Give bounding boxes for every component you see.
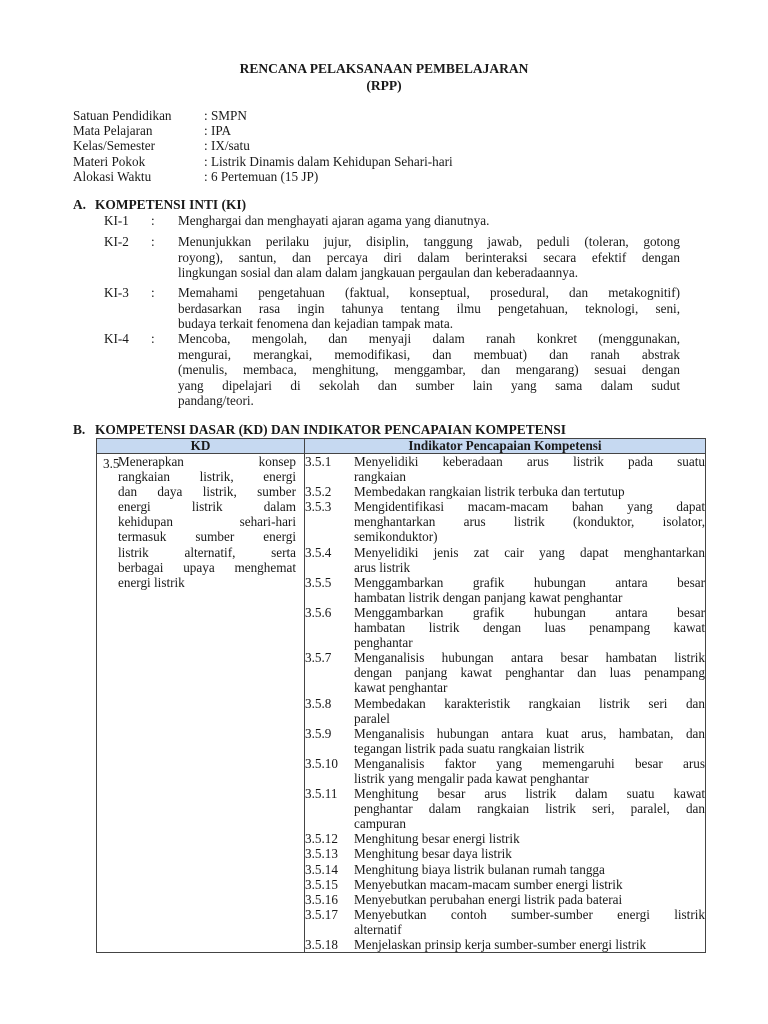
ki-code: KI-2 — [104, 234, 129, 249]
identity-label: Materi Pokok — [73, 153, 146, 169]
ki-text-line: mengurai, merangkai, memodifikasi, dan membuat) dan ranah abstrak — [178, 346, 680, 362]
indicator-number: 3.5.7 — [305, 650, 332, 666]
indicator-number: 3.5.4 — [305, 544, 332, 560]
document-subtitle: (RPP) — [366, 78, 402, 93]
section-b-letter: B. — [73, 422, 86, 437]
kd-column-header: KD — [97, 439, 305, 454]
ki-text-line: lingkungan sosial dan alam dalam jangkauan pergaulan dan keberadaannya. — [178, 265, 578, 280]
indicator-text — [354, 454, 705, 484]
identity-value: : IX/satu — [204, 138, 250, 154]
indicator-item — [305, 892, 705, 907]
kd-text-line: rangkaian listrik, energi — [118, 469, 296, 485]
identity-label: Alokasi Waktu — [73, 168, 152, 184]
indicator-text — [354, 575, 705, 605]
indicator-text-line: Membedakan karakteristik rangkaian listrik seri dan — [354, 695, 705, 711]
ki-colon: : — [151, 331, 155, 346]
indicator-number: 3.5.8 — [305, 695, 332, 711]
identity-label: Satuan Pendidikan — [73, 108, 172, 123]
kd-number: 3.5 — [103, 456, 120, 471]
kd-text — [118, 454, 296, 590]
indicator-item — [305, 831, 705, 846]
kd-text-line: listrik alternatif, serta — [118, 544, 296, 560]
identity-row — [73, 138, 453, 153]
indicator-item — [305, 846, 705, 861]
indicator-text-line: Menyebutkan macam-macam sumber energi listrik — [354, 876, 623, 892]
indicator-text-line: Menghitung besar arus listrik dalam suatu kawat — [354, 786, 705, 802]
indicator-text-line: paralel — [354, 710, 390, 726]
indicator-cell — [305, 454, 706, 953]
indicator-text-line: Menghitung besar daya listrik — [354, 846, 512, 862]
section-a-title: KOMPETENSI INTI (KI) — [95, 197, 247, 212]
identity-label: Mata Pelajaran — [73, 123, 153, 139]
indicator-item — [305, 726, 705, 756]
ki-code: KI-1 — [104, 213, 129, 228]
section-a-heading — [73, 197, 246, 213]
indicator-text-line: semikonduktor) — [354, 529, 438, 545]
identity-label: Kelas/Semester — [73, 138, 156, 154]
kd-text-line: termasuk sumber energi — [118, 529, 296, 545]
indicator-text — [354, 650, 705, 695]
indicator-text-line: menghantarkan arus listrik (konduktor, isolator, — [354, 514, 705, 530]
ki-text-line: Menghargai dan menghayati ajaran agama yang dianutnya. — [178, 213, 490, 228]
indicator-text-line: Menganalisis hubungan antara besar hambatan listrik — [354, 650, 705, 666]
section-a-letter: A. — [73, 197, 87, 212]
indicator-text-line: Menyelidiki keberadaan arus listrik pada suatu — [354, 454, 705, 469]
kd-cell — [97, 454, 305, 953]
indicator-number: 3.5.17 — [305, 906, 338, 922]
table-row — [97, 454, 706, 953]
indicator-text-line: alternatif — [354, 921, 402, 937]
indicator-text-line: Menggambarkan grafik hubungan antara besar — [354, 604, 705, 620]
ki-code: KI-3 — [104, 285, 129, 300]
indicator-text-line: Menganalisis hubungan antara kuat arus, hambatan, dan — [354, 725, 705, 741]
indicator-text-line: hambatan listrik dengan luas penampang kawat — [354, 620, 705, 636]
indicator-text-line: Menyebutkan contoh sumber-sumber energi listrik — [354, 906, 705, 922]
indicator-item — [305, 605, 705, 650]
ki-text — [178, 331, 680, 409]
indicator-item — [305, 786, 705, 831]
ki-text-line: budaya terkait fenomena dan kejadian tampak mata. — [178, 316, 453, 331]
indicator-item — [305, 484, 705, 499]
identity-block — [73, 108, 453, 184]
ki-text-line: Mencoba, mengolah, dan menyaji dalam ranah konkret (menggunakan, — [178, 331, 680, 346]
indicator-text — [354, 545, 705, 575]
indicator-item — [305, 756, 705, 786]
ki-text — [178, 213, 680, 229]
indicator-number: 3.5.12 — [305, 831, 338, 847]
kd-text-line: energi listrik — [118, 574, 185, 590]
indicator-text-line: arus listrik — [354, 559, 411, 575]
indicator-item — [305, 696, 705, 726]
indicator-text-line: Menganalisis faktor yang memengaruhi besar arus — [354, 755, 705, 771]
indicator-text-line: penghantar dalam rangkaian listrik seri, paralel, dan — [354, 801, 705, 817]
ki-text-line: (menulis, membaca, menghitung, menggambar, dan mengarang) sesuai dengan — [178, 362, 680, 377]
indicator-text — [354, 605, 705, 650]
kd-text-line: dan daya listrik, sumber — [118, 484, 296, 500]
indicator-item — [305, 454, 705, 484]
indicator-text — [354, 484, 705, 499]
identity-row — [73, 123, 453, 138]
kd-text-line: energi listrik dalam — [118, 499, 296, 515]
indicator-number: 3.5.10 — [305, 755, 338, 771]
ki-text-line: royong), santun, dan percaya diri dalam berinteraksi secara efektif dengan — [178, 249, 680, 265]
indicator-text-line: kawat penghantar — [354, 680, 448, 696]
ki-code: KI-4 — [104, 331, 129, 346]
indicator-item — [305, 862, 705, 877]
ki-text — [178, 285, 680, 332]
indicator-item — [305, 650, 705, 695]
indicator-number: 3.5.6 — [305, 604, 332, 620]
indicator-text-line: penghantar — [354, 635, 413, 651]
indicator-text — [354, 756, 705, 786]
indicator-text-line: Membedakan rangkaian listrik terbuka dan tertutup — [354, 484, 625, 500]
indicator-item — [305, 499, 705, 544]
indicator-text-line: tegangan listrik pada suatu rangkaian listrik — [354, 740, 585, 756]
indicator-item — [305, 907, 705, 937]
identity-row — [73, 154, 453, 169]
indicator-text — [354, 877, 705, 892]
indicator-text-line: dengan panjang kawat penghantar dan luas penampang — [354, 665, 705, 681]
indicator-item — [305, 877, 705, 892]
indicator-text-line: Menggambarkan grafik hubungan antara besar — [354, 574, 705, 590]
kd-table — [96, 438, 706, 953]
ki-colon: : — [151, 234, 155, 249]
indicator-number: 3.5.14 — [305, 861, 338, 877]
identity-value: : 6 Pertemuan (15 JP) — [204, 168, 319, 184]
indicator-text-line: Menyebutkan perubahan energi listrik pada baterai — [354, 891, 623, 907]
indicator-text — [354, 726, 705, 756]
indicator-text-line: listrik yang mengalir pada kawat penghantar — [354, 770, 589, 786]
indicator-text-line: rangkaian — [354, 469, 406, 485]
identity-value: : SMPN — [204, 108, 247, 123]
indicator-number: 3.5.16 — [305, 891, 338, 907]
indicator-text — [354, 499, 705, 544]
indicator-text — [354, 937, 705, 952]
identity-row — [73, 108, 453, 123]
indicator-number: 3.5.9 — [305, 725, 332, 741]
indicator-text-line: Mengidentifikasi macam-macam bahan yang dapat — [354, 499, 705, 515]
indicator-number: 3.5.1 — [305, 454, 332, 469]
indicator-number: 3.5.13 — [305, 846, 338, 862]
indicator-text — [354, 892, 705, 907]
indicator-text-line: Menyelidiki jenis zat cair yang dapat menghantarkan — [354, 544, 705, 560]
indicator-text-line: Menghitung biaya listrik bulanan rumah tangga — [354, 861, 605, 877]
identity-value: : IPA — [204, 123, 231, 139]
identity-value: : Listrik Dinamis dalam Kehidupan Sehari-hari — [204, 153, 453, 169]
kd-text-line: kehidupan sehari-hari — [118, 514, 296, 530]
indicator-text — [354, 907, 705, 937]
kd-text-line: Menerapkan konsep — [118, 454, 296, 469]
indicator-text — [354, 846, 705, 861]
section-b-title: KOMPETENSI DASAR (KD) DAN INDIKATOR PENCAPAIAN KOMPETENSI — [95, 422, 566, 437]
indicator-text — [354, 786, 705, 831]
indicator-text — [354, 696, 705, 726]
ki-text-line: berdasarkan rasa ingin tahunya tentang ilmu pengetahuan, teknologi, seni, — [178, 300, 680, 316]
ki-text-line: Menunjukkan perilaku jujur, disiplin, tanggung jawab, peduli (toleran, gotong — [178, 234, 680, 249]
indicator-item — [305, 545, 705, 575]
indicator-number: 3.5.2 — [305, 484, 332, 500]
ki-text — [178, 234, 680, 281]
kd-text-line: berbagai upaya menghemat — [118, 559, 296, 575]
ki-colon: : — [151, 213, 155, 228]
indicator-number: 3.5.11 — [305, 786, 338, 802]
indicator-column-header: Indikator Pencapaian Kompetensi — [305, 439, 706, 454]
identity-row — [73, 169, 453, 184]
indicator-number: 3.5.5 — [305, 574, 332, 590]
kd-table-header-row — [97, 439, 706, 454]
indicator-text — [354, 831, 705, 846]
document-title: RENCANA PELAKSANAAN PEMBELAJARAN — [239, 61, 529, 76]
ki-colon: : — [151, 285, 155, 300]
indicator-text — [354, 862, 705, 877]
section-b-heading — [73, 422, 566, 438]
indicator-text-line: campuran — [354, 816, 406, 832]
indicator-text-line: hambatan listrik dengan panjang kawat penghantar — [354, 589, 623, 605]
indicator-number: 3.5.18 — [305, 937, 338, 952]
indicator-text-line: Menjelaskan prinsip kerja sumber-sumber energi listrik — [354, 937, 647, 952]
indicator-item — [305, 937, 705, 952]
ki-text-line: Memahami pengetahuan (faktual, konseptual, prosedural, dan metakognitif) — [178, 285, 680, 300]
ki-text-line: yang dipelajari di sekolah dan sumber lain yang sama dalam sudut — [178, 377, 680, 393]
indicator-item — [305, 575, 705, 605]
ki-text-line: pandang/teori. — [178, 393, 254, 408]
indicator-text-line: Menghitung besar energi listrik — [354, 831, 520, 847]
indicator-number: 3.5.3 — [305, 499, 332, 515]
indicator-number: 3.5.15 — [305, 876, 338, 892]
